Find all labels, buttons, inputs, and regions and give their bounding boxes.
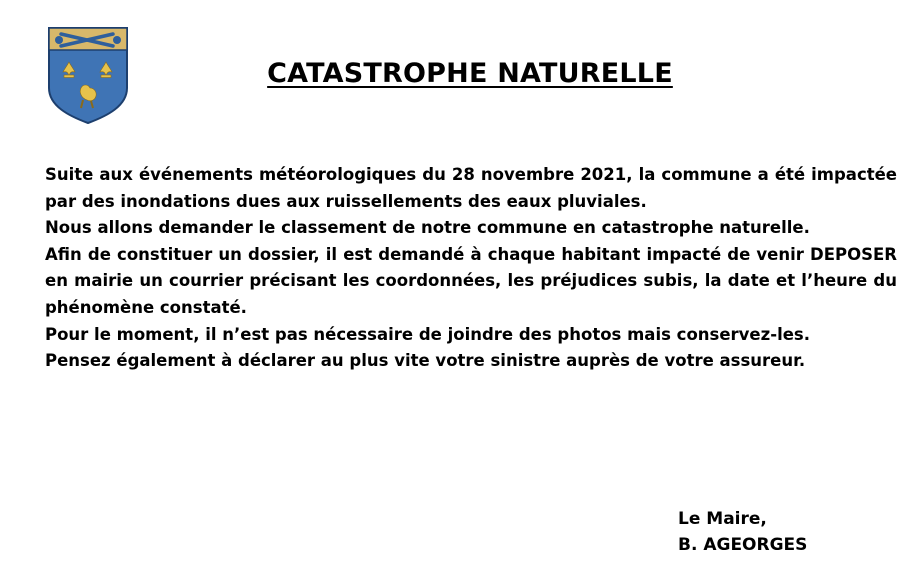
notice-body bbox=[45, 162, 897, 375]
paragraph-event: Suite aux événements météorologiques du 28 novembre 2021, la commune a été impactée par des inondations dues aux ruissellements des eaux pluviales. bbox=[45, 165, 897, 211]
paragraph-dossier: Afin de constituer un dossier, il est demandé à chaque habitant impacté de venir DEPOSER en mairie un courrier précisant les coordonnées, les préjudices subis, la date et l’heure du phénomène constaté. bbox=[45, 244, 897, 317]
signature-block bbox=[678, 506, 807, 558]
paragraph-photos: Pour le moment, il n’est pas nécessaire de joindre des photos mais conservez-les. bbox=[45, 324, 811, 344]
coat-of-arms-icon bbox=[47, 26, 129, 124]
signature-role: Le Maire, bbox=[678, 509, 767, 529]
paragraph-insurer: Pensez également à déclarer au plus vite votre sinistre auprès de votre assureur. bbox=[45, 351, 806, 371]
paragraph-request: Nous allons demander le classement de notre commune en catastrophe naturelle. bbox=[45, 218, 810, 238]
page-title: CATASTROPHE NATURELLE bbox=[267, 58, 673, 89]
signature-name: B. AGEORGES bbox=[678, 535, 808, 555]
